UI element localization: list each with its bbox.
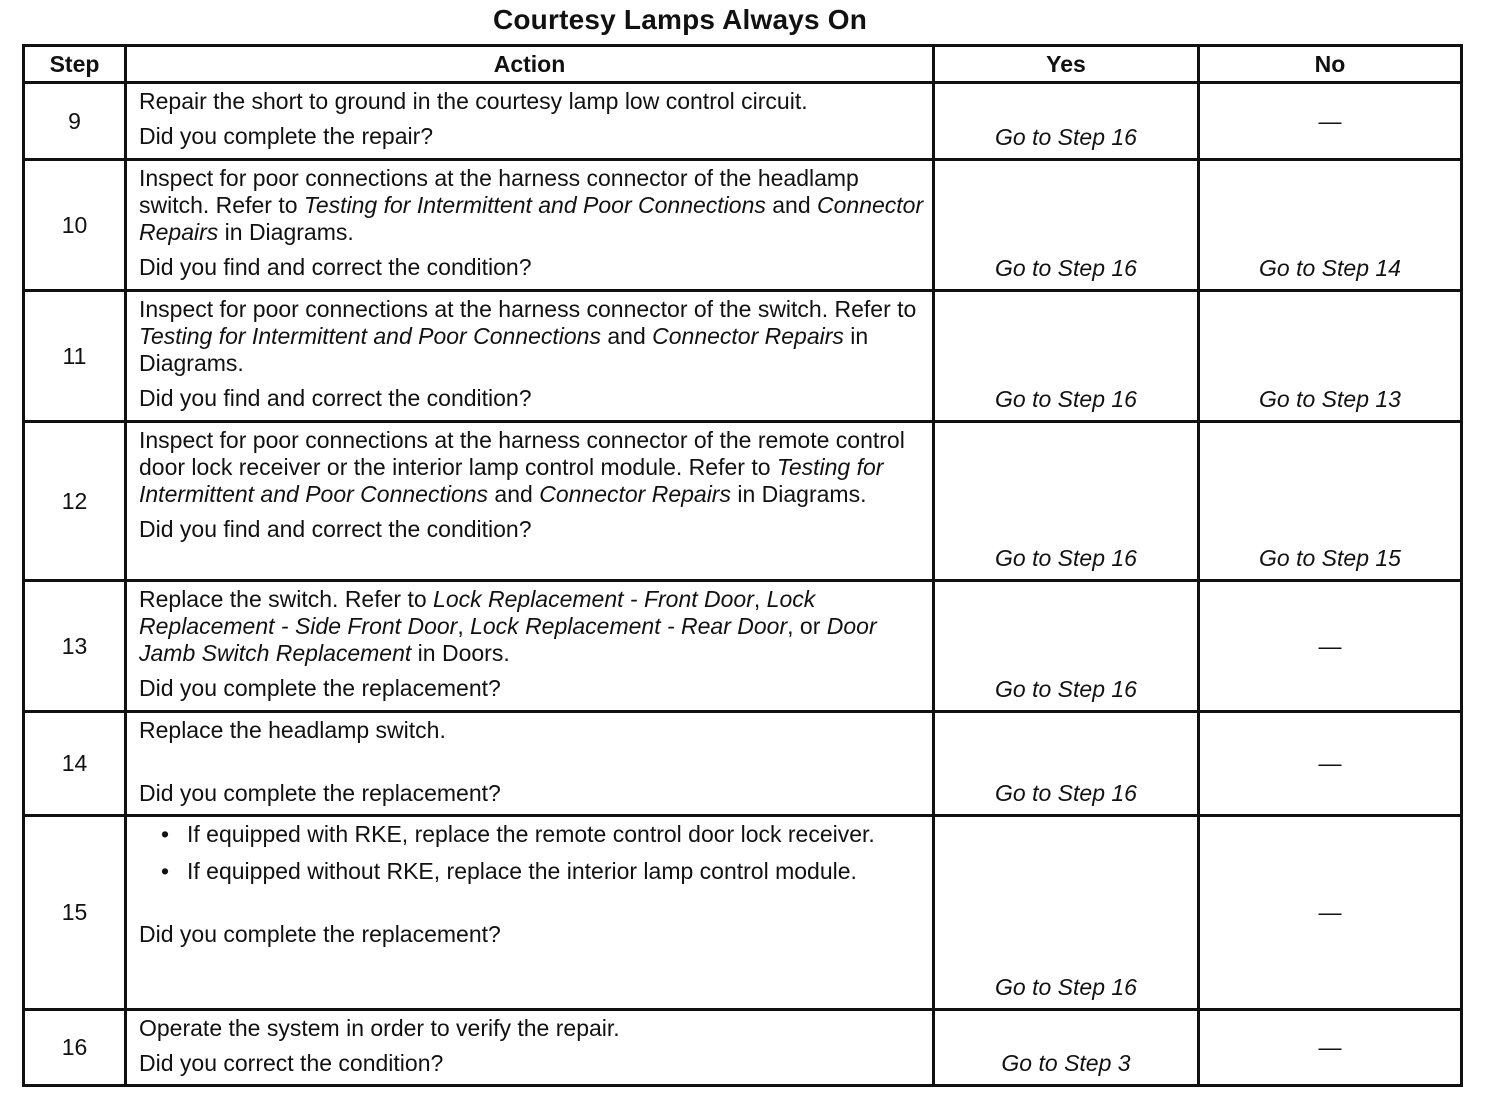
no-result: — xyxy=(1199,581,1462,712)
header-row xyxy=(24,46,1462,83)
instruction: Inspect for poor connections at the harness connector of the switch. Refer to Testing for Intermittent and Poor Connections and Connector Repairs in Diagrams. xyxy=(139,296,917,376)
reference-link: Testing for Intermittent and Poor Connections xyxy=(139,323,601,349)
question: Did you complete the replacement? xyxy=(139,675,501,701)
yes-result: Go to Step 16 xyxy=(934,291,1199,422)
no-result: Go to Step 14 xyxy=(1199,160,1462,291)
header-yes: Yes xyxy=(934,46,1199,83)
table-row xyxy=(24,581,1462,712)
bullet-icon: • xyxy=(161,821,170,847)
step-number: 15 xyxy=(24,816,126,1010)
question: Did you find and correct the condition? xyxy=(139,254,532,280)
yes-result: Go to Step 16 xyxy=(934,581,1199,712)
step-number: 11 xyxy=(24,291,126,422)
yes-result: Go to Step 16 xyxy=(934,712,1199,816)
yes-result: Go to Step 16 xyxy=(934,422,1199,581)
step-number: 14 xyxy=(24,712,126,816)
table-row xyxy=(24,83,1462,160)
yes-result: Go to Step 16 xyxy=(934,83,1199,160)
no-result: — xyxy=(1199,816,1462,1010)
step-number: 9 xyxy=(24,83,126,160)
question: Did you complete the repair? xyxy=(139,123,434,149)
no-result: — xyxy=(1199,1010,1462,1086)
question: Did you correct the condition? xyxy=(139,1050,444,1076)
table-row xyxy=(24,160,1462,291)
table-row xyxy=(24,712,1462,816)
action-cell xyxy=(126,1010,934,1086)
reference-link: Testing for Intermittent and Poor Connections xyxy=(139,454,884,507)
yes-result: Go to Step 16 xyxy=(934,816,1199,1010)
step-number: 10 xyxy=(24,160,126,291)
reference-link: Connector Repairs xyxy=(652,323,844,349)
header-no: No xyxy=(1199,46,1462,83)
action-cell xyxy=(126,422,934,581)
action-cell xyxy=(126,816,934,1010)
bullet-icon: • xyxy=(161,858,170,884)
action-cell xyxy=(126,712,934,816)
table-row xyxy=(24,816,1462,1010)
table-row xyxy=(24,291,1462,422)
table-row xyxy=(24,422,1462,581)
reference-link: Lock Replacement - Front Door xyxy=(433,586,754,612)
step-number: 16 xyxy=(24,1010,126,1086)
action-cell xyxy=(126,160,934,291)
no-result: — xyxy=(1199,712,1462,816)
reference-link: Lock Replacement - Rear Door xyxy=(470,613,788,639)
question: Did you complete the replacement? xyxy=(139,921,501,947)
header-step: Step xyxy=(24,46,126,83)
reference-link: Connector Repairs xyxy=(139,192,924,245)
reference-link: Testing for Intermittent and Poor Connections xyxy=(303,192,766,218)
action-cell xyxy=(126,83,934,160)
list-item: • If equipped with RKE, replace the remote control door lock receiver. xyxy=(161,821,875,847)
action-cell xyxy=(126,291,934,422)
step-number: 12 xyxy=(24,422,126,581)
question: Did you find and correct the condition? xyxy=(139,385,532,411)
instruction: Inspect for poor connections at the harness connector of the remote control door lock receiver or the interior lamp control module. Refer to Testing for Intermittent and Poor Connections and Connector Repairs in Diagrams. xyxy=(139,427,905,507)
table-row xyxy=(24,1010,1462,1086)
instruction: Repair the short to ground in the courtesy lamp low control circuit. xyxy=(139,88,808,114)
instruction: Operate the system in order to verify the repair. xyxy=(139,1015,620,1041)
action-cell xyxy=(126,581,934,712)
instruction: Replace the headlamp switch. xyxy=(139,717,446,743)
yes-result: Go to Step 16 xyxy=(934,160,1199,291)
diagnostic-table xyxy=(22,44,1463,1087)
list-item: • If equipped without RKE, replace the interior lamp control module. xyxy=(161,858,857,884)
no-result: Go to Step 13 xyxy=(1199,291,1462,422)
reference-link: Door Jamb Switch Replacement xyxy=(139,613,877,666)
no-result: Go to Step 15 xyxy=(1199,422,1462,581)
step-number: 13 xyxy=(24,581,126,712)
bullet-list xyxy=(139,821,924,885)
page-title: Courtesy Lamps Always On xyxy=(492,4,868,35)
question: Did you complete the replacement? xyxy=(139,780,501,806)
instruction: Replace the switch. Refer to Lock Replacement - Front Door, Lock Replacement - Side Front Door, Lock Replacement - Rear Door, or Door Jamb Switch Replacement in Doors. xyxy=(139,586,877,666)
yes-result: Go to Step 3 xyxy=(934,1010,1199,1086)
instruction: Inspect for poor connections at the harness connector of the headlamp switch. Refer to Testing for Intermittent and Poor Connections and Connector Repairs in Diagrams. xyxy=(139,165,924,245)
reference-link: Lock Replacement - Side Front Door xyxy=(139,586,816,639)
reference-link: Connector Repairs xyxy=(539,481,731,507)
no-result: — xyxy=(1199,83,1462,160)
header-action: Action xyxy=(126,46,934,83)
question: Did you find and correct the condition? xyxy=(139,516,532,542)
